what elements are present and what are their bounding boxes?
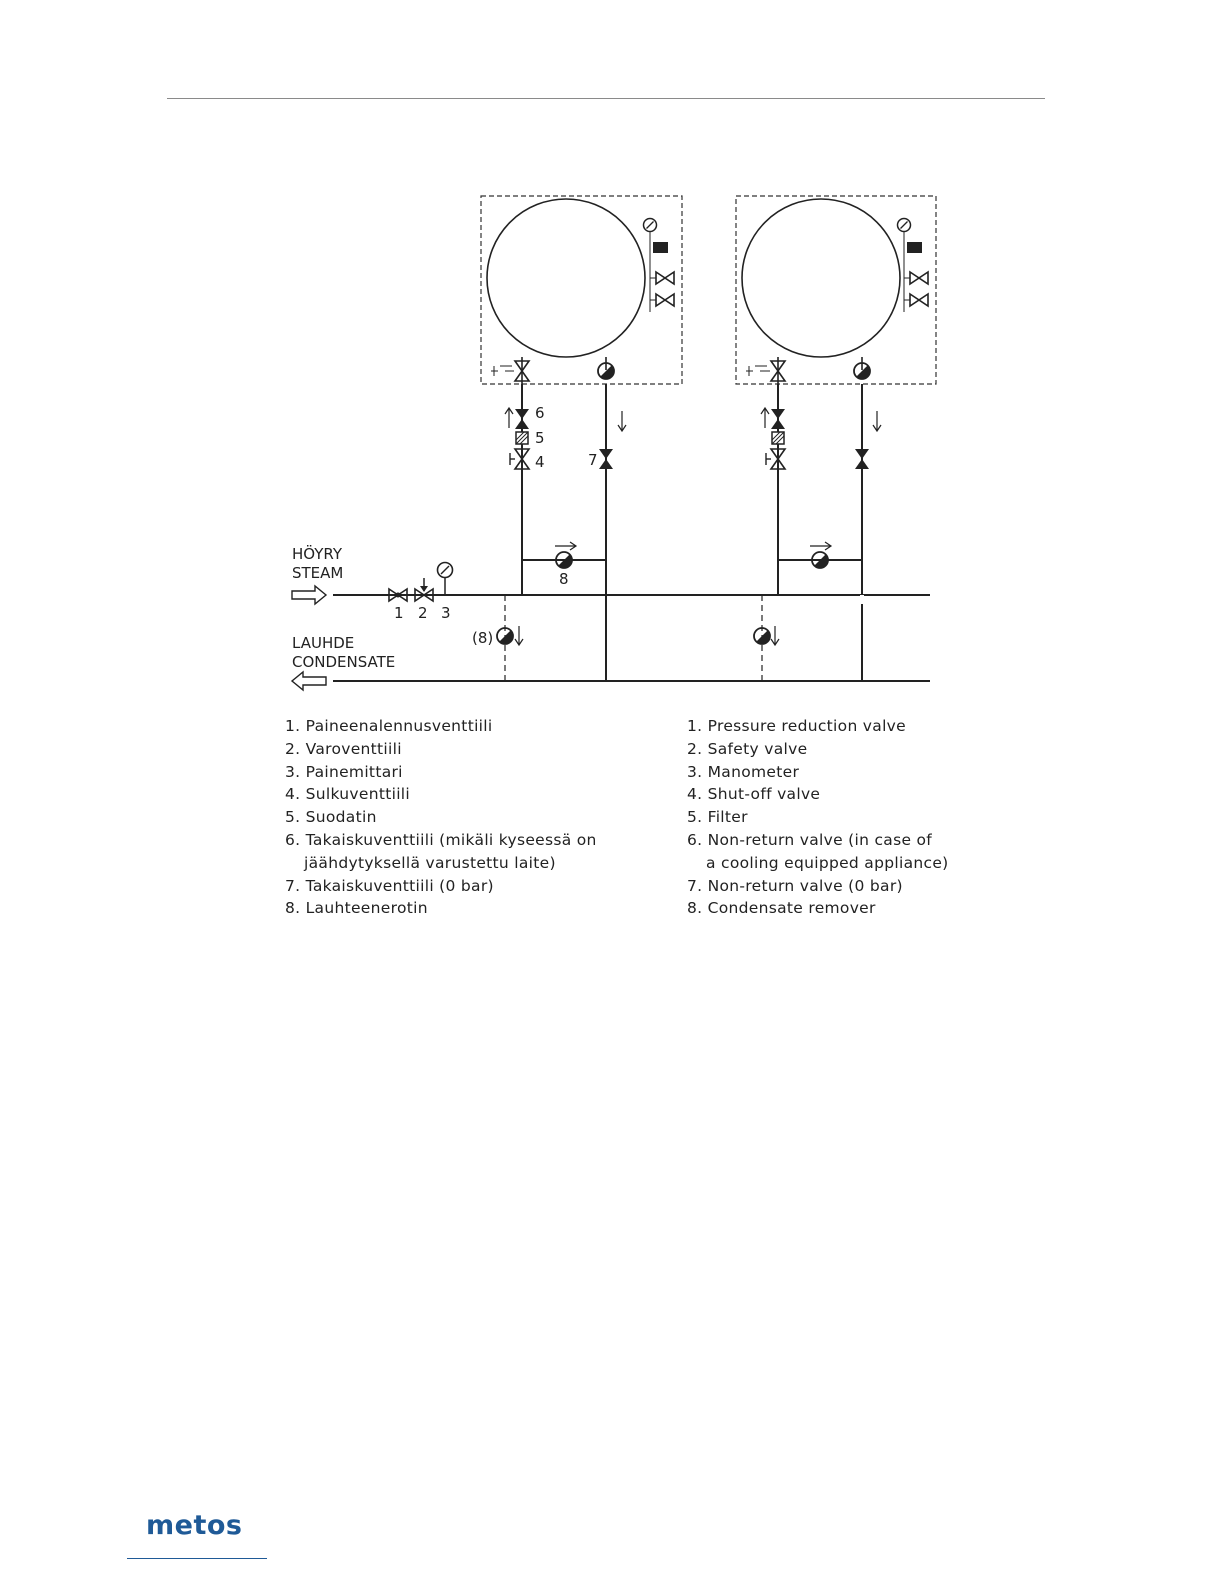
callout-5: 5 (535, 429, 545, 447)
appliance-2 (736, 196, 936, 384)
callout-8: 8 (559, 570, 569, 588)
appliance-2-return-valve-icon (855, 449, 869, 469)
legend-fi-item-4: 4. Sulkuventtiili (285, 785, 411, 804)
legend-en-item-6: 6. Non-return valve (in case of (687, 830, 933, 849)
legend-en-item-4: 4. Shut-off valve (687, 785, 821, 804)
legend-en-item-7: 7. Non-return valve (0 bar) (687, 876, 903, 895)
appliance-1-non-return-valve-icon (515, 409, 529, 429)
legend-en-item-1: 1. Pressure reduction valve (687, 717, 906, 735)
safety-valve-icon (415, 578, 433, 601)
flow-up-arrow-icon (505, 408, 513, 428)
appliance-2-pressure-gauge-icon (898, 219, 911, 232)
optional-condensate-remover-icon (497, 628, 516, 647)
appliance-2-internal-trap-icon (854, 363, 873, 382)
appliance-1-relief-valve-icon (656, 272, 674, 306)
steam-label-en: STEAM (292, 564, 344, 582)
appliance-2-control-box-icon (907, 242, 922, 253)
condensate-label-fi: LAUHDE (292, 634, 355, 652)
callout-2: 2 (418, 604, 428, 622)
callout-6: 6 (535, 404, 545, 422)
legend-fi-item-6-cont: jäähdytyksellä varustettu laite) (304, 853, 556, 872)
manometer-icon (438, 563, 453, 596)
appliance-1-internal-trap-icon (598, 363, 617, 382)
callout-7: 7 (588, 451, 598, 469)
appliance-2-condensate-remover-icon (812, 552, 831, 571)
steam-inlet-arrow-icon (292, 586, 326, 604)
legend-en-item-2: 2. Safety valve (687, 739, 808, 758)
callout-1: 1 (394, 604, 404, 622)
callout-4: 4 (535, 453, 545, 471)
legend-fi-item-1: 1. Paineenalennusventtiili (285, 717, 493, 735)
appliance-2-filter-icon (772, 432, 784, 444)
flow-down-arrow-icon (618, 411, 626, 431)
steam-label-fi: HÖYRY (292, 545, 343, 563)
legend-en-item-6-cont: a cooling equipped appliance) (706, 853, 949, 872)
legend-english (687, 715, 977, 920)
appliance-2-non-return-valve-icon (771, 409, 785, 429)
appliance-2-relief-valve-icon (910, 272, 928, 306)
appliance-1-shut-off-valve-icon (510, 449, 529, 469)
legend-fi-item-8: 8. Lauhteenerotin (285, 899, 428, 918)
condensate-label-en: CONDENSATE (292, 653, 396, 671)
appliance-1-filter-icon (516, 432, 528, 444)
appliance-2-shut-off-valve-icon (766, 449, 785, 469)
appliance-2-optional-condensate-remover-icon (754, 628, 773, 647)
appliance-1 (481, 196, 682, 384)
flow-right-arrow-icon (555, 542, 576, 550)
legend-fi-item-5: 5. Suodatin (285, 808, 377, 827)
footer-rule (127, 1558, 267, 1559)
condensate-outlet-arrow-icon (292, 672, 326, 690)
metos-logo: metos (146, 1510, 243, 1541)
legend-fi-item-2: 2. Varoventtiili (285, 739, 402, 758)
legend-fi-item-7: 7. Takaiskuventtiili (0 bar) (285, 876, 494, 895)
legend-fi-item-6: 6. Takaiskuventtiili (mikäli kyseessä on (285, 830, 597, 849)
legend-finnish (285, 715, 665, 920)
appliance-1-pressure-gauge-icon (644, 219, 657, 232)
appliance-1-control-box-icon (653, 242, 668, 253)
callout-8-optional: (8) (472, 629, 494, 647)
legend-fi-item-3: 3. Painemittari (285, 762, 403, 781)
appliance-1-return-valve-icon (599, 449, 613, 469)
condensate-remover-icon (556, 552, 575, 571)
legend-en-item-8: 8. Condensate remover (687, 899, 876, 918)
legend-en-item-3: 3. Manometer (687, 762, 800, 781)
callout-3: 3 (441, 604, 451, 622)
legend-en-item-5: 5. Filter (687, 808, 748, 827)
